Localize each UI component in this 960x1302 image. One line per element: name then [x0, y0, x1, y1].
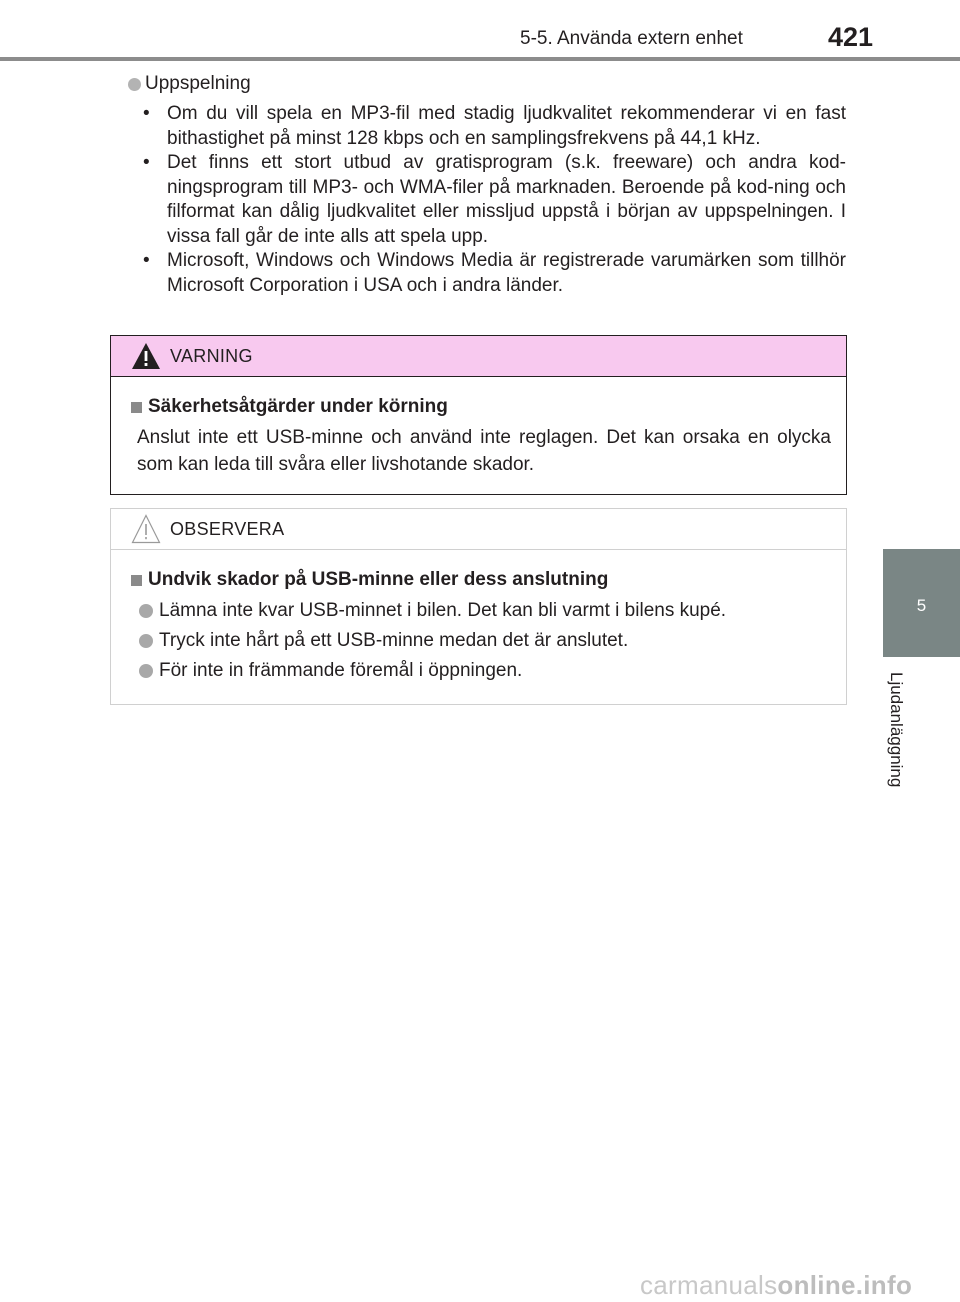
notice-title: OBSERVERA	[170, 519, 285, 539]
warning-triangle-icon	[131, 342, 161, 370]
warning-header	[111, 336, 846, 377]
chapter-tab[interactable]	[883, 549, 960, 657]
notice-subheading: Undvik skador på USB-minne eller dess anslutning	[131, 568, 831, 592]
square-bullet-icon	[131, 402, 142, 413]
circle-bullet-icon	[139, 604, 153, 618]
warning-body	[111, 377, 846, 478]
list-item: • Om du vill spela en MP3-fil med stadig ljudkvalitet rekommenderar vi en fast bithastighet på minst 128 kbps och en samplingsfrekvens på 44,1 kHz.	[143, 103, 846, 149]
caution-triangle-icon	[131, 513, 161, 545]
watermark: carmanualsonline.info	[640, 1270, 913, 1300]
warning-title: VARNING	[170, 346, 253, 366]
chapter-label-container	[886, 672, 926, 812]
circle-bullet-icon	[139, 664, 153, 678]
square-bullet-icon	[131, 575, 142, 586]
list-item: • Microsoft, Windows och Windows Media är registrerade varumärken som tillhör Microsoft Corporation i USA och i andra länder.	[143, 250, 846, 296]
circle-bullet-icon	[128, 78, 141, 91]
notice-list	[131, 596, 831, 686]
chapter-label: Ljudanläggning	[887, 672, 906, 788]
circle-bullet-icon	[139, 634, 153, 648]
warning-subheading: Säkerhetsåtgärder under körning	[131, 395, 831, 419]
chapter-number: 5	[916, 596, 927, 615]
page-number: 421	[828, 22, 874, 52]
playback-section	[128, 72, 846, 298]
notice-body	[111, 550, 846, 686]
playback-heading-text: Uppspelning	[145, 73, 251, 94]
header-divider	[0, 57, 960, 61]
list-item: Lämna inte kvar USB-minnet i bilen. Det kan bli varmt i bilens kupé.	[131, 596, 831, 626]
section-title: 5-5. Använda extern enhet	[520, 28, 743, 49]
notice-box	[110, 508, 847, 705]
list-item: • Det finns ett stort utbud av gratisprogram (s.k. freeware) och andra kod-ningsprogram till MP3- och WMA-filer på marknaden. Beroende på kod-ning och filformat kan dålig ljudkvalitet eller missljud uppstå i början av uppspelningen. I vissa fall går de inte alls att spela upp.	[143, 152, 846, 247]
playback-list	[128, 102, 846, 298]
list-item: Tryck inte hårt på ett USB-minne medan det är anslutet.	[131, 626, 831, 656]
notice-header	[111, 509, 846, 550]
list-item: För inte in främmande föremål i öppningen.	[131, 656, 831, 686]
warning-box	[110, 335, 847, 495]
playback-heading	[128, 72, 846, 96]
warning-text: Anslut inte ett USB-minne och använd inte reglagen. Det kan orsaka en olycka som kan leda till svåra eller livshotande skador.	[137, 427, 831, 475]
